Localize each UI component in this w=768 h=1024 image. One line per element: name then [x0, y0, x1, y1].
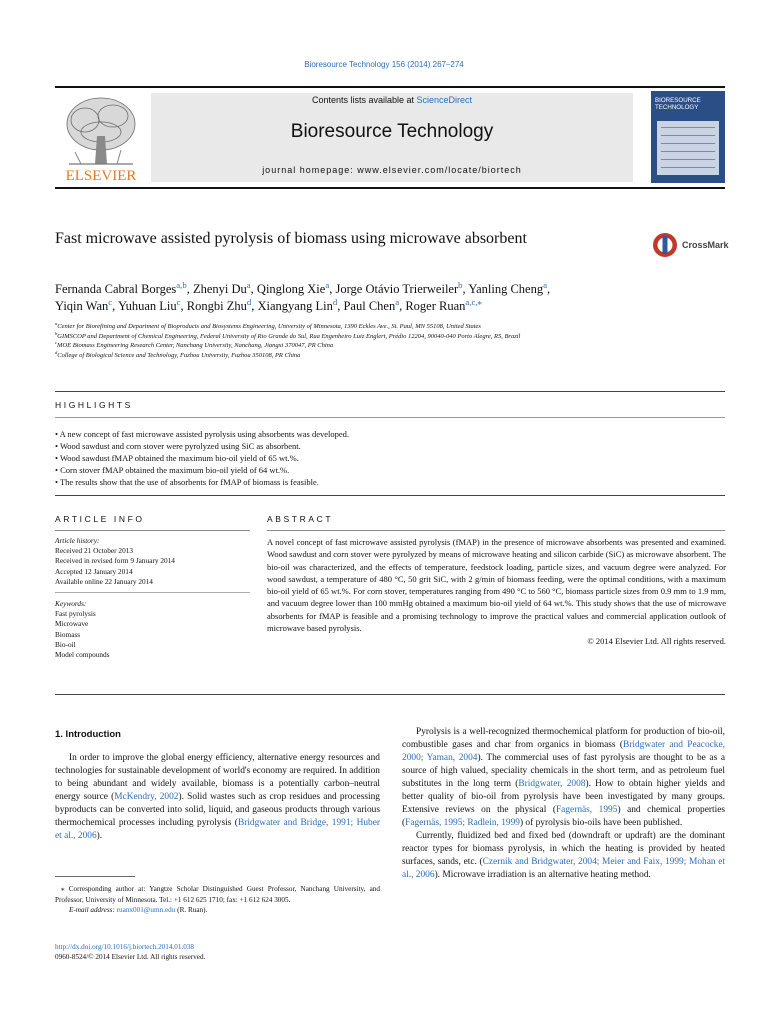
keyword-item: Model compounds: [55, 650, 110, 660]
highlights-bottom-rule: [55, 495, 725, 496]
article-info-heading: ARTICLE INFO: [55, 514, 145, 524]
corresponding-author-footnote: [55, 884, 380, 916]
crossmark-icon: [652, 230, 678, 260]
author-separator: ,: [112, 299, 118, 313]
author-affiliation-marker[interactable]: a: [246, 279, 251, 290]
contents-availability-line: [151, 95, 633, 105]
highlight-text: Wood sawdust fMAP obtained the maximum bio-oil yield of 65 wt.%.: [59, 453, 299, 463]
author-affiliation-marker[interactable]: b: [458, 279, 463, 290]
issn-copyright: 0960-8524/© 2014 Elsevier Ltd. All rights reserved.: [55, 953, 206, 962]
abstract-body: [267, 536, 726, 648]
highlight-item: • Corn stover fMAP obtained the maximum bio-oil yield of 64 wt.%.: [55, 465, 290, 475]
paragraph-text: ). Microwave irradiation is an alternative heating method.: [434, 870, 651, 880]
history-received: Received 21 October 2013: [55, 546, 134, 556]
footnote-email-line: [55, 905, 380, 916]
author-name: Yiqin Wan: [55, 299, 109, 313]
affiliation-item: [55, 332, 725, 342]
citation-link[interactable]: Bridgwater, 2008: [518, 779, 586, 789]
left-column: [55, 728, 380, 843]
keywords-divider: [55, 592, 250, 593]
keyword-item: Fast pyrolysis: [55, 609, 96, 619]
author-separator: ,: [546, 282, 551, 296]
author-name: Fernanda Cabral Borges: [55, 282, 177, 296]
author-separator: ,: [399, 299, 406, 313]
highlights-list: [55, 428, 725, 488]
author-affiliation-marker[interactable]: d: [332, 296, 338, 307]
email-suffix: (R. Ruan).: [175, 906, 208, 914]
journal-cover-thumbnail[interactable]: [651, 91, 725, 183]
sciencedirect-link[interactable]: ScienceDirect: [416, 95, 473, 105]
keywords-label: Keywords:: [55, 599, 87, 609]
highlights-heading: HIGHLIGHTS: [55, 400, 133, 410]
highlight-item: • A new concept of fast microwave assisted pyrolysis using absorbents was developed.: [55, 429, 350, 439]
author-separator: ,: [251, 299, 258, 313]
abstract-heading: ABSTRACT: [267, 514, 334, 524]
introduction-paragraph-2: [402, 726, 725, 830]
article-info-block: [55, 536, 250, 660]
author-affiliation-marker[interactable]: a: [325, 279, 330, 290]
header-top-rule: [55, 86, 725, 88]
paragraph-text: ) of pyrolysis bio-oils have been published.: [519, 818, 683, 828]
author-affiliation-marker[interactable]: d: [246, 296, 252, 307]
author-name: Xiangyang Lin: [257, 299, 333, 313]
author-affiliation-marker[interactable]: c: [176, 296, 181, 307]
journal-title: Bioresource Technology: [290, 121, 494, 142]
elsevier-tree-logo: [55, 92, 147, 184]
author-name: Yuhuan Liu: [117, 299, 177, 313]
affiliation-key: b: [55, 330, 58, 336]
affiliation-list: [55, 322, 725, 360]
elsevier-wordmark: ELSEVIER: [65, 168, 137, 184]
affiliation-item: [55, 341, 725, 351]
author-list: [55, 281, 725, 315]
crossmark-badge[interactable]: [652, 230, 729, 260]
journal-homepage-link[interactable]: www.elsevier.com/locate/biortech: [357, 165, 522, 175]
highlight-item: • Wood sawdust and corn stover were pyrolyzed using SiC as absorbent.: [55, 441, 301, 451]
keyword-item: Microwave: [55, 619, 89, 629]
paragraph-text: In order to improve the global energy efficiency, alternative energy resources and technologies for sustainable development of world's economy are required. In addition to being abundant and widely available, biomass is a potentially carbon–neutral energy source (: [55, 753, 380, 802]
contents-prefix: Contents lists available at: [311, 95, 417, 105]
email-label: E-mail address:: [69, 906, 117, 914]
author-name: Qinglong Xie: [256, 282, 326, 296]
author-affiliation-marker[interactable]: a: [395, 296, 400, 307]
paragraph-text: Currently, fluidized bed and fixed bed (downdraft or updraft) are the dominant reactor types for biomass pyrolysis, in which the heating is provided by heated surfaces, sands, etc. (: [402, 831, 725, 867]
section-heading-introduction: 1. Introduction: [55, 729, 121, 740]
affiliation-text: College of Biological Science and Technology, Fuzhou University, Fuzhou 350108, PR China: [57, 351, 301, 359]
introduction-paragraph-3: [402, 830, 725, 882]
highlight-text: Corn stover fMAP obtained the maximum bio-oil yield of 64 wt.%.: [60, 465, 290, 475]
citation-link[interactable]: McKendry, 2002: [114, 792, 179, 802]
affiliation-key: a: [55, 320, 58, 326]
author-name: Rongbi Zhu: [186, 299, 247, 313]
footnote-rule: [55, 876, 135, 877]
affiliation-item: [55, 322, 725, 332]
citation-link[interactable]: Bridgwater and Bridge, 1991; Huber et al., 2006: [55, 818, 380, 841]
author-affiliation-marker[interactable]: a: [543, 279, 547, 290]
citation-link[interactable]: Bridgwater and Peacocke, 2000; Yaman, 2004: [402, 740, 725, 763]
keyword-item: Biomass: [55, 629, 81, 639]
author-name: Jorge Otávio Trierweiler: [335, 282, 459, 296]
right-column: [402, 726, 725, 882]
homepage-prefix: journal homepage:: [262, 165, 358, 175]
author-separator: ,: [186, 282, 193, 296]
article-title: Fast microwave assisted pyrolysis of biomass using microwave absorbent: [55, 230, 527, 247]
author-name: Paul Chen: [343, 299, 396, 313]
paragraph-text: Pyrolysis is a well-recognized thermochemical platform for production of bio-oil, combustible gases and char from organics in biomass (: [402, 727, 725, 750]
citation-link[interactable]: Fagernäs, 1995; Radlein, 1999: [405, 818, 520, 828]
highlight-text: A new concept of fast microwave assisted pyrolysis using absorbents was developed.: [59, 429, 350, 439]
doi-block: [55, 942, 205, 962]
history-label: Article history:: [55, 536, 100, 545]
history-online: Available online 22 January 2014: [55, 576, 153, 586]
author-name: Zhenyi Du: [192, 282, 247, 296]
affiliation-item: [55, 351, 725, 361]
doi-link[interactable]: http://dx.doi.org/10.1016/j.biortech.2014.01.038: [55, 943, 195, 951]
paragraph-text: ). The commercial uses of fast pyrolysis are thought to be as a source of high valued, speciality chemicals in the short term, and as petroleum fuel substitutes in the long term (: [402, 753, 725, 789]
history-accepted: Accepted 12 January 2014: [55, 566, 133, 576]
email-link[interactable]: ruanx001@umn.edu: [116, 906, 176, 914]
author-affiliation-marker[interactable]: a,b: [176, 279, 187, 290]
paragraph-text: ). How to obtain higher yields and better quality of bio-oil from pyrolysis have been investigated by many groups. Extensive reviews on the physical (: [402, 779, 725, 815]
history-revised: Received in revised form 9 January 2014: [55, 556, 175, 566]
author-separator: ,: [329, 282, 336, 296]
journal-citation-link[interactable]: Bioresource Technology 156 (2014) 267–274: [304, 60, 464, 69]
highlight-text: The results show that the use of absorbents for fMAP of biomass is feasible.: [59, 477, 319, 487]
paragraph-text: ).: [96, 831, 103, 841]
author-separator: ,: [337, 299, 344, 313]
author-separator: ,: [462, 282, 469, 296]
abstract-paragraph: A novel concept of fast microwave assisted pyrolysis (fMAP) in the presence of microwave absorbents was presented and examined. Wood sawdust and corn stover were pyrolyzed by means of microwave heating and silicon carbide (SiC) as microwave absorbent. The bio-oil was characterized, and the effects of temperature, feedstock loading, particle sizes, and vacuum degree were analyzed. For wood sawdust, a temperature of 480 °C, 50 grit SiC, with 2 g/min of biomass feeding, were the optimal conditions, with a maximum bio-oil yield of 65 wt.%. For corn stover, temperatures ranging from 490 °C to 560 °C, biomass particle sizes from 0.9 mm to 1.9 mm, and vacuum degree lower than 100 mmHg obtained a maximum bio-oil yield of 64 wt.%. This study shows that the use of microwave absorbents for fMAP is feasible and a promising technology to improve the practical values and commercial application outlook of microwave based pyrolysis.: [267, 537, 726, 634]
paragraph-text: ). Solid wastes such as crop residues and processing byproducts can be converted into solid, liquid, and gaseous products through various thermochemical processes including pyrolysis (: [55, 792, 380, 828]
highlights-mid-rule: [55, 417, 725, 418]
cover-title-line-2: TECHNOLOGY: [655, 104, 699, 111]
keyword-item: Bio-oil: [55, 639, 76, 649]
highlights-top-rule: [55, 391, 725, 392]
author-separator: ,: [180, 299, 187, 313]
abstract-copyright: © 2014 Elsevier Ltd. All rights reserved.: [587, 636, 726, 647]
citation-link[interactable]: Fagernäs, 1995: [555, 805, 618, 815]
author-affiliation-marker[interactable]: c: [108, 296, 113, 307]
affiliation-text: GIMSCOP and Department of Chemical Engineering, Federal University of Rio Grande do Sul, Rua Engenheiro Luiz Englert, Prédio 12204, 90040-040 Porto Alegre, RS, Brazil: [57, 332, 521, 340]
highlight-item: • Wood sawdust fMAP obtained the maximum bio-oil yield of 65 wt.%.: [55, 453, 299, 463]
citation-link[interactable]: Czernik and Bridgwater, 2004; Meier and Faix, 1999; Mohan et al., 2006: [402, 857, 725, 880]
affiliation-text: Center for Biorefining and Department of Bioproducts and Biosystems Engineering, University of Minnesota, 1390 Eckles Ave., St. Paul, MN 55108, United States: [57, 323, 481, 330]
paragraph-text: ) and chemical properties (: [402, 805, 725, 828]
article-info-rule: [55, 530, 250, 531]
corresponding-author-marker[interactable]: a,c,⁎: [465, 296, 482, 307]
affiliation-key: c: [55, 339, 58, 345]
footnote-corresponding: ⁎ Corresponding author at: Yangtze Scholar Distinguished Guest Professor, Nanchang University, and Professor, University of Minnesota. Tel.: +1 612 625 1710; fax: +1 612 624 3005.: [55, 885, 380, 904]
abstract-rule: [267, 530, 725, 531]
introduction-paragraph-1: [55, 752, 380, 843]
crossmark-label: CrossMark: [682, 240, 729, 250]
highlight-item: • The results show that the use of absorbents for fMAP of biomass is feasible.: [55, 477, 319, 487]
highlight-text: Wood sawdust and corn stover were pyrolyzed using SiC as absorbent.: [59, 441, 301, 451]
affiliation-key: d: [55, 349, 58, 355]
affiliation-text: MOE Biomass Engineering Research Center, Nanchang University, Nanchang, Jiangxi 370047, PR China: [57, 342, 334, 349]
author-separator: ,: [250, 282, 257, 296]
author-name: Yanling Cheng: [468, 282, 544, 296]
cover-title: [655, 97, 721, 111]
author-name: Roger Ruan: [405, 299, 466, 313]
front-matter-bottom-rule: [55, 694, 725, 695]
journal-homepage-line: [151, 165, 633, 175]
cover-title-line-1: BIORESOURCE: [655, 97, 701, 104]
header-bottom-rule: [55, 187, 725, 189]
